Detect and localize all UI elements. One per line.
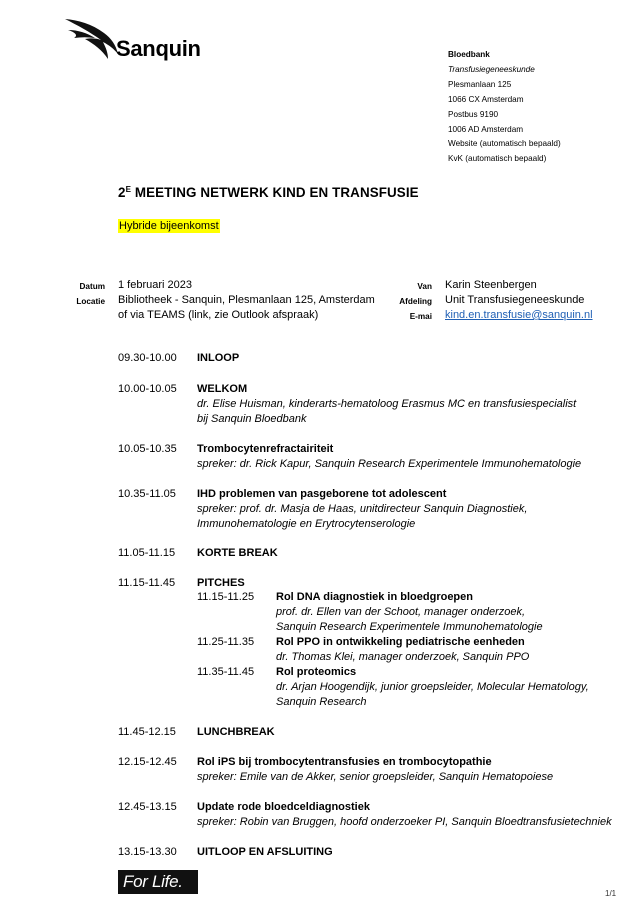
- time-slot: 12.45-13.15: [118, 801, 177, 813]
- time-slot: 09.30-10.00: [118, 352, 177, 364]
- pitch-desc: prof. dr. Ellen van der Schoot, manager onderzoek,: [276, 606, 526, 618]
- time-slot: 10.05-10.35: [118, 443, 177, 455]
- pitch-desc: dr. Thomas Klei, manager onderzoek, Sanquin PPO: [276, 651, 530, 663]
- time-slot: 12.15-12.45: [118, 756, 177, 768]
- agenda-item-desc: spreker: Emile van de Akker, senior groepsleider, Sanquin Hematopoiese: [197, 771, 554, 783]
- datum-value: 1 februari 2023: [118, 279, 192, 291]
- agenda-item-desc: spreker: Robin van Bruggen, hoofd onderzoeker PI, Sanquin Bloedtransfusietechniek: [197, 816, 612, 828]
- page-number: 1/1: [605, 889, 617, 898]
- afdeling-label: Afdeling: [399, 297, 432, 306]
- email-label: E-mai: [409, 312, 432, 321]
- agenda-item-title: IHD problemen van pasgeborene tot adolescent: [197, 488, 447, 500]
- pitch-time: 11.15-11.25: [197, 591, 255, 603]
- address-line: 1006 AD Amsterdam: [448, 124, 524, 134]
- agenda-item-title: KORTE BREAK: [197, 547, 278, 559]
- pitch-title: Rol proteomics: [276, 666, 357, 678]
- agenda-item-desc: bij Sanquin Bloedbank: [197, 413, 307, 425]
- pitch-desc: dr. Arjan Hoogendijk, junior groepsleider, Molecular Hematology,: [276, 681, 589, 693]
- time-slot: 11.15-11.45: [118, 577, 176, 589]
- agenda-item-title: WELKOM: [197, 383, 248, 395]
- agenda-item-title: Update rode bloedceldiagnostiek: [197, 801, 370, 813]
- agenda-item-title: Rol iPS bij trombocytentransfusies en trombocytopathie: [197, 756, 492, 768]
- address-line: KvK (automatisch bepaald): [448, 154, 547, 164]
- time-slot: 10.00-10.05: [118, 383, 177, 395]
- pitch-time: 11.35-11.45: [197, 666, 255, 678]
- agenda-item-title: UITLOOP EN AFSLUITING: [197, 846, 333, 858]
- van-value: Karin Steenbergen: [445, 279, 537, 291]
- locatie-line-1: Bibliotheek - Sanquin, Plesmanlaan 125, Amsterdam: [118, 294, 375, 306]
- agenda-item-desc: dr. Elise Huisman, kinderarts-hematoloog Erasmus MC en transfusiespecialist: [197, 398, 577, 410]
- pitch-desc: Sanquin Research: [276, 696, 367, 708]
- page-title: $2^E$ MEETING NETWERK KIND EN TRANSFUSIE: [118, 185, 419, 200]
- pitch-desc: Sanquin Research Experimentele Immunohematologie: [276, 621, 543, 633]
- time-slot: 10.35-11.05: [118, 488, 176, 500]
- pitch-title: Rol PPO in ontwikkeling pediatrische eenheden: [276, 636, 525, 648]
- datum-label: Datum: [79, 282, 105, 291]
- agenda-item-desc: spreker: prof. dr. Masja de Haas, unitdirecteur Sanquin Diagnostiek,: [197, 503, 528, 515]
- address-line: Plesmanlaan 125: [448, 79, 512, 89]
- van-label: Van: [417, 282, 432, 291]
- dept-name: Transfusiegeneeskunde: [448, 64, 535, 74]
- agenda-item-title: PITCHES: [197, 577, 245, 589]
- pitch-time: 11.25-11.35: [197, 636, 255, 648]
- agenda-item-title: LUNCHBREAK: [197, 726, 275, 738]
- agenda-item-desc: Immunohematologie en Erytrocytenserologie: [197, 518, 416, 530]
- agenda-item-desc: spreker: dr. Rick Kapur, Sanquin Research Experimentele Immunohematologie: [197, 458, 582, 470]
- afdeling-value: Unit Transfusiegeneeskunde: [445, 294, 585, 306]
- locatie-line-2: of via TEAMS (link, zie Outlook afspraak): [118, 309, 319, 321]
- for-life-badge: For Life.: [118, 870, 198, 894]
- agenda-item-title: Trombocytenrefractairiteit: [197, 443, 334, 455]
- logo-text: Sanquin: [116, 36, 201, 61]
- hybrid-label: Hybride bijeenkomst: [119, 220, 219, 232]
- org-name: Bloedbank: [448, 50, 490, 59]
- time-slot: 11.05-11.15: [118, 547, 176, 559]
- time-slot: 11.45-12.15: [118, 726, 176, 738]
- address-line: 1066 CX Amsterdam: [448, 94, 524, 104]
- locatie-label: Locatie: [76, 297, 105, 306]
- address-line: Postbus 9190: [448, 109, 499, 119]
- agenda-item-title: INLOOP: [197, 352, 240, 364]
- pitch-title: Rol DNA diagnostiek in bloedgroepen: [276, 591, 473, 603]
- email-link[interactable]: kind.en.transfusie@sanquin.nl: [445, 309, 593, 321]
- time-slot: 13.15-13.30: [118, 846, 177, 858]
- address-line: Website (automatisch bepaald): [448, 139, 561, 149]
